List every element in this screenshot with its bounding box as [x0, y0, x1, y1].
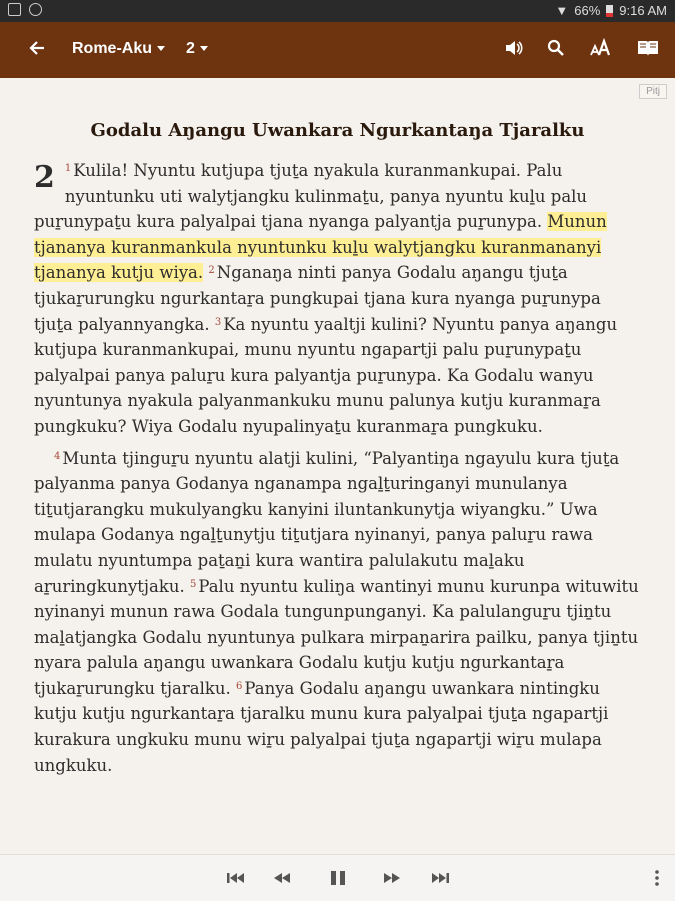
verse-text[interactable]: Ka nyuntu yaaltji kulini? Nyuntu panya aŋangu kutjupa kuranmankupai, munu nyuntu ngapartji palu puṟunypaṯu palyalpai panya paluṟu kura palyantja puṟunypa. Ka Godalu wanyu nyuntunya nyakula palyanmankuku munu palunya kutju kuranmaṟa pungkuku? Wiya Godalu nyupalinyaṯu kuranmaṟa pungkuku.: [34, 314, 618, 436]
verse-text[interactable]: Munta tjinguṟu nyuntu alatji kulini, “Palyantiŋa ngayulu kura tjuṯa palyanma panya Godanya nganampa ngaḻṯuringanyi munulanya tiṯutjarangku mukulyangku kanyini iluntankunytja wiyangku.” Uwa mulapa Godanya ngaḻṯunytju tiṯutjara nyinanyi, panya paluṟu rawa mulatu nyuntumpa paṯaṉi kura wantira palulakutu maḻaku aṟuringkunytjaku.: [34, 448, 620, 596]
more-vert-icon[interactable]: [646, 867, 668, 889]
wifi-icon: ▼: [555, 3, 569, 18]
speaker-icon[interactable]: [503, 38, 527, 62]
pause-icon[interactable]: [327, 867, 349, 889]
verse-number[interactable]: 2: [208, 265, 215, 277]
chapter-number: 2: [186, 40, 195, 57]
chevron-down-icon: [200, 46, 208, 51]
rewind-icon[interactable]: [271, 867, 293, 889]
highlighted-verse-text[interactable]: Munun tjananya kuranmankula nyuntunku kuḻu walytjangku kuranmananyi tjananya kutju wiya.: [34, 212, 607, 283]
chapter-selector[interactable]: [186, 40, 208, 58]
verse-text[interactable]: Panya Godalu aŋangu uwankara nintingku kutju kutju ngurkantaṟa tjaralku munu kura palyalpai tjuṯa ngapartji kurakura ungkuku munu wiṟu palyalpai tjuṯa ngapartji wiṟu mulapa ungkuku.: [34, 678, 609, 775]
fast-forward-icon[interactable]: [381, 867, 403, 889]
gallery-icon: [8, 3, 21, 16]
status-bar: [0, 0, 675, 22]
audio-controls: [0, 854, 675, 901]
version-tag: Pitj: [639, 84, 667, 99]
app-toolbar: [0, 22, 675, 78]
paragraph: [34, 446, 640, 779]
section-heading: Godalu Aŋangu Uwankara Ngurkantaŋa Tjaralku: [90, 120, 585, 141]
verse-text[interactable]: Kulila! Nyuntu kutjupa tjuṯa nyakula kuranmankupai. Palu nyuntunku uti walytjangku kulinmaṯu, panya nyuntu kuḻu palu puṟunypaṯu kura palyalpai tjana nyanga palyantja puṟunypa.: [34, 161, 588, 232]
paragraph: [34, 158, 640, 440]
verse-number[interactable]: 4: [54, 450, 61, 462]
skip-previous-icon[interactable]: [224, 867, 246, 889]
chevron-down-icon: [157, 46, 165, 51]
book-open-icon[interactable]: [636, 38, 660, 62]
verse-text[interactable]: Palu nyuntu kuliŋa wantinyi munu kurunpa wituwitu nyinanyi munun rawa Godala tungunpunganyi. Ka palulanguṟu tjiṉtu maḻatjangka Godalu nyuntunya pulkara mirpaṉarira pailku, panya tjiṉtu nyara palula aŋangu uwankara Godalu kutju kutju ngurkantaṟa tjukaṟurungku tjaralku.: [34, 576, 639, 698]
text-size-icon[interactable]: [589, 38, 613, 62]
scripture-text: [34, 158, 640, 778]
verse-number[interactable]: 1: [64, 163, 72, 174]
battery-level: 66%: [574, 3, 601, 18]
clock: 9:16 AM: [619, 3, 667, 18]
search-icon[interactable]: [546, 38, 570, 62]
battery-icon: [606, 5, 613, 17]
verse-number[interactable]: 6: [236, 680, 243, 692]
chapter-drop-number: 2: [34, 160, 55, 195]
book-name: Rome-Aku: [72, 40, 153, 57]
verse-number[interactable]: 5: [189, 578, 197, 590]
verse-number[interactable]: 3: [214, 316, 222, 328]
skip-next-icon[interactable]: [430, 867, 452, 889]
location-icon: [29, 3, 42, 16]
back-arrow-icon[interactable]: [28, 36, 52, 64]
verse-text[interactable]: Nganaŋa ninti panya Godalu aŋangu tjuṯa tjukaṟurungku ngurkantaṟa pungkupai tjana kura nyanga puṟunypa tjuṯa palyannyangka.: [34, 263, 601, 334]
book-selector[interactable]: [72, 40, 165, 58]
reading-pane[interactable]: [0, 78, 675, 854]
